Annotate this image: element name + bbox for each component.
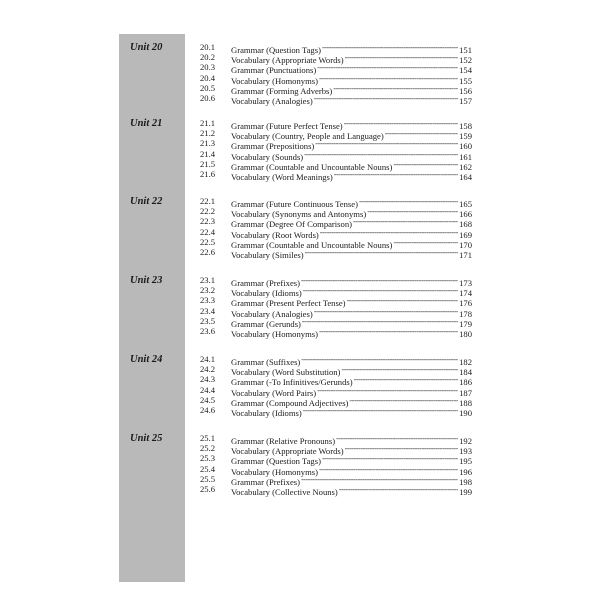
section-number: 25.1 <box>200 433 216 443</box>
section-title: Vocabulary (Word Meanings) <box>231 172 333 182</box>
toc-entry <box>200 247 472 258</box>
section-title: Vocabulary (Appropriate Words) <box>231 55 344 66</box>
page-number: 157 <box>459 96 472 106</box>
section-number: 21.6 <box>200 169 216 179</box>
section-title: Grammar (Countable and Uncountable Nouns) <box>231 239 393 250</box>
section-number: 23.4 <box>200 305 216 316</box>
section-number: 25.2 <box>200 443 216 454</box>
section-number: 20.1 <box>200 42 216 52</box>
section-title: Vocabulary (Synonyms and Antonyms) <box>231 209 367 220</box>
page-number: 193 <box>459 446 472 457</box>
section-number: 22.5 <box>200 236 216 247</box>
toc-entry <box>200 93 472 104</box>
page-number: 161 <box>459 151 472 162</box>
section-title: Grammar (Suffixes) <box>231 357 301 367</box>
page-number: 166 <box>459 209 472 220</box>
dash-leader <box>314 93 458 104</box>
section-title: Vocabulary (Appropriate Words) <box>231 446 344 457</box>
dash-leader <box>334 169 458 180</box>
page-number: 165 <box>459 199 472 209</box>
section-number: 23.6 <box>200 326 216 336</box>
page-number: 171 <box>459 250 472 260</box>
section-title: Grammar (Present Perfect Tense) <box>231 298 346 309</box>
section-title: Vocabulary (Country, People and Language) <box>231 131 384 142</box>
section-title: Grammar (Countable and Uncountable Nouns) <box>231 161 393 172</box>
section-number: 24.2 <box>200 364 216 375</box>
section-number: 24.3 <box>200 374 216 385</box>
section-number: 22.1 <box>200 196 216 206</box>
page-number: 199 <box>459 487 472 497</box>
section-number: 21.5 <box>200 158 216 169</box>
section-number: 24.4 <box>200 384 216 395</box>
section-number: 25.6 <box>200 484 216 494</box>
page-number: 184 <box>459 367 472 378</box>
section-title: Grammar (Relative Pronouns) <box>231 436 336 446</box>
section-number: 23.1 <box>200 275 216 285</box>
section-title: Grammar (Question Tags) <box>231 45 321 55</box>
section-number: 22.2 <box>200 206 216 217</box>
page-number: 159 <box>459 131 472 142</box>
page-number: 158 <box>459 121 472 131</box>
section-number: 23.5 <box>200 315 216 326</box>
entry-line <box>231 247 472 258</box>
page-number: 168 <box>459 219 472 230</box>
section-title: Grammar (Prefixes) <box>231 278 300 288</box>
page-number: 180 <box>459 329 472 339</box>
section-title: Vocabulary (Homonyms) <box>231 75 318 86</box>
page-number: 182 <box>459 357 472 367</box>
section-number: 20.6 <box>200 93 216 103</box>
dash-leader <box>305 247 458 258</box>
section-title: Grammar (Future Continuous Tense) <box>231 199 358 209</box>
entry-line <box>231 326 472 337</box>
dash-leader <box>303 405 458 416</box>
unit-label: Unit 21 <box>130 118 163 129</box>
section-title: Grammar (-To Infinitives/Gerunds) <box>231 377 353 388</box>
section-number: 23.3 <box>200 295 216 306</box>
page-number: 164 <box>459 172 472 182</box>
page-number: 192 <box>459 436 472 446</box>
section-title: Vocabulary (Analogies) <box>231 308 313 319</box>
section-title: Grammar (Future Perfect Tense) <box>231 121 343 131</box>
section-title: Vocabulary (Homonyms) <box>231 329 318 339</box>
unit-label: Unit 25 <box>130 433 163 444</box>
section-title: Vocabulary (Word Pairs) <box>231 387 317 398</box>
section-number: 24.6 <box>200 405 216 415</box>
page-number: 173 <box>459 278 472 288</box>
section-title: Grammar (Degree Of Comparison) <box>231 219 352 230</box>
section-title: Grammar (Prefixes) <box>231 476 300 487</box>
section-number: 21.4 <box>200 148 216 159</box>
section-title: Grammar (Prepositions) <box>231 141 315 152</box>
section-number: 23.2 <box>200 285 216 296</box>
section-number: 22.4 <box>200 226 216 237</box>
toc-entry <box>200 405 472 416</box>
page-number: 162 <box>459 161 472 172</box>
section-number: 25.5 <box>200 473 216 484</box>
unit-label: Unit 23 <box>130 275 163 286</box>
unit-sidebar <box>119 34 185 582</box>
entry-line <box>231 93 472 104</box>
section-title: Grammar (Punctuations) <box>231 65 317 76</box>
toc-entry <box>200 326 472 337</box>
page-number: 178 <box>459 308 472 319</box>
unit-label: Unit 22 <box>130 196 163 207</box>
section-title: Vocabulary (Word Substitution) <box>231 367 341 378</box>
section-title: Grammar (Forming Adverbs) <box>231 85 333 96</box>
section-title: Grammar (Compound Adjectives) <box>231 397 349 408</box>
page-number: 179 <box>459 318 472 329</box>
entry-line <box>231 169 472 180</box>
page-number: 160 <box>459 141 472 152</box>
entry-line <box>231 484 472 495</box>
section-number: 22.6 <box>200 247 216 257</box>
section-title: Vocabulary (Sounds) <box>231 151 304 162</box>
page-number: 156 <box>459 85 472 96</box>
page-number: 169 <box>459 229 472 240</box>
section-number: 20.5 <box>200 82 216 93</box>
section-number: 20.4 <box>200 72 216 83</box>
page-number: 187 <box>459 387 472 398</box>
page-number: 152 <box>459 55 472 66</box>
section-title: Grammar (Gerunds) <box>231 318 301 329</box>
page-number: 170 <box>459 239 472 250</box>
section-number: 24.5 <box>200 394 216 405</box>
dash-leader <box>319 326 458 337</box>
toc-entry <box>200 169 472 180</box>
page-number: 151 <box>459 45 472 55</box>
section-number: 24.1 <box>200 354 216 364</box>
section-title: Vocabulary (Similes) <box>231 250 304 260</box>
page-number: 154 <box>459 65 472 76</box>
section-title: Vocabulary (Root Words) <box>231 229 319 240</box>
section-number: 21.1 <box>200 118 216 128</box>
section-number: 21.2 <box>200 128 216 139</box>
page-number: 188 <box>459 397 472 408</box>
page-number: 198 <box>459 476 472 487</box>
section-title: Grammar (Question Tags) <box>231 456 321 467</box>
page-number: 196 <box>459 466 472 477</box>
unit-label: Unit 20 <box>130 42 163 53</box>
section-title: Vocabulary (Idioms) <box>231 288 302 299</box>
entry-line <box>231 405 472 416</box>
section-title: Vocabulary (Collective Nouns) <box>231 487 338 497</box>
section-number: 21.3 <box>200 138 216 149</box>
section-title: Vocabulary (Idioms) <box>231 408 302 418</box>
section-title: Vocabulary (Analogies) <box>231 96 313 106</box>
page-number: 174 <box>459 288 472 299</box>
page-number: 186 <box>459 377 472 388</box>
section-number: 20.3 <box>200 62 216 73</box>
section-number: 25.3 <box>200 453 216 464</box>
section-number: 20.2 <box>200 52 216 63</box>
section-title: Vocabulary (Homonyms) <box>231 466 318 477</box>
page-number: 155 <box>459 75 472 86</box>
unit-label: Unit 24 <box>130 354 163 365</box>
section-number: 25.4 <box>200 463 216 474</box>
page-number: 190 <box>459 408 472 418</box>
page-number: 195 <box>459 456 472 467</box>
page-number: 176 <box>459 298 472 309</box>
dash-leader <box>339 484 458 495</box>
toc-entry <box>200 484 472 495</box>
section-number: 22.3 <box>200 216 216 227</box>
